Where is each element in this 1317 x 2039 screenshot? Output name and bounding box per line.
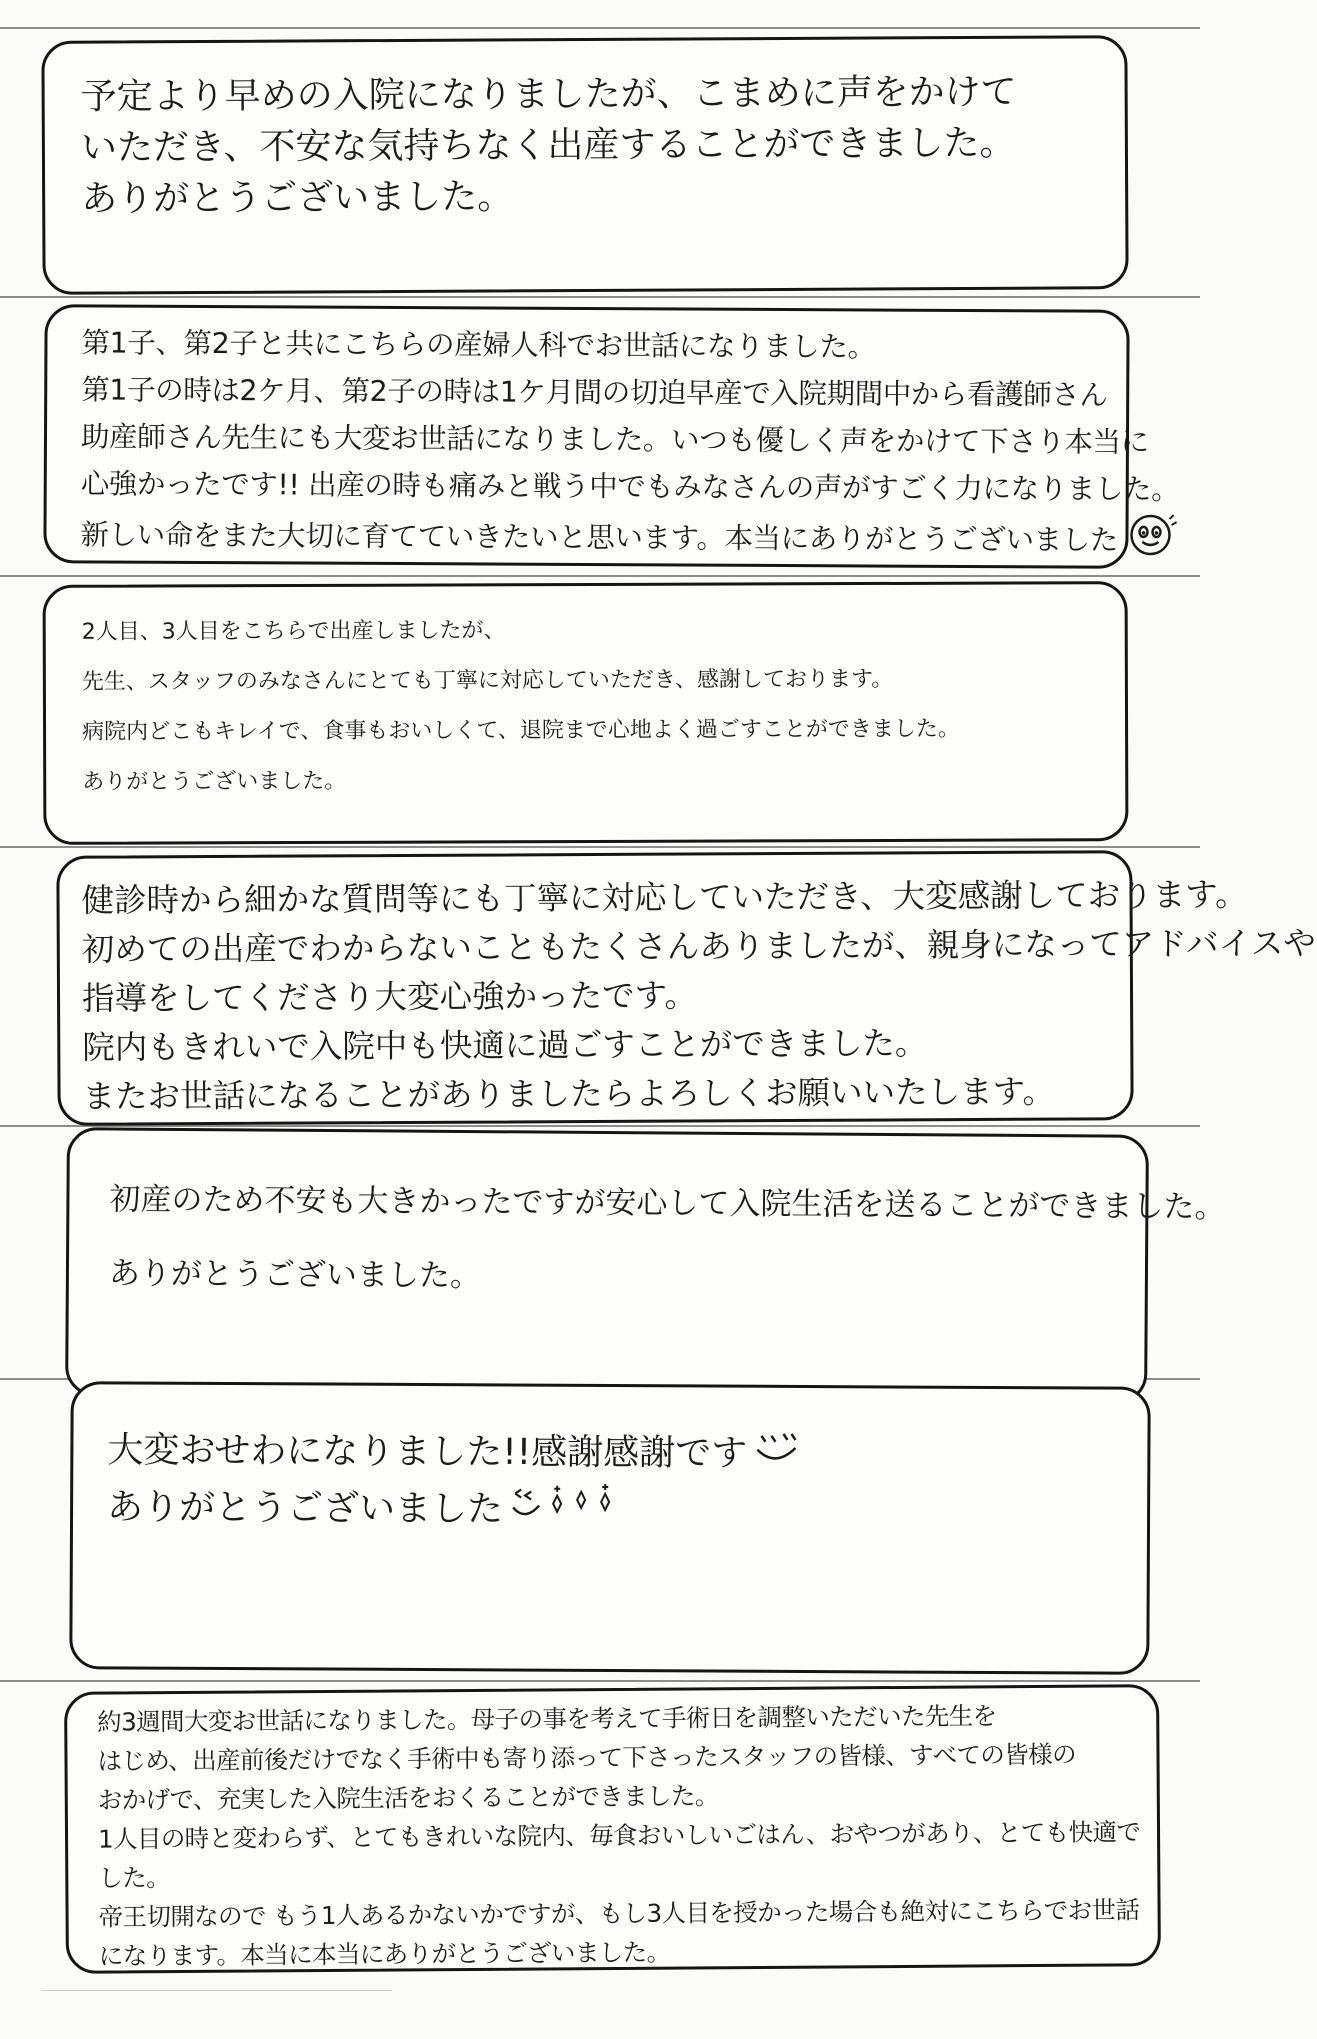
comment-line: またお世話になることがありましたらよろしくお願いいたします。 <box>82 1072 1056 1116</box>
comment-line: 心強かったです!! 出産の時も痛みと戦う中でもみなさんの声がすごく力になりました。 <box>80 467 1180 507</box>
comment-line: 病院内どこもキレイで、食事もおいしくて、退院まで心地よく過ごすことができました。 <box>82 716 960 745</box>
comment-line <box>107 1424 1127 1484</box>
ruled-line <box>0 1125 1200 1127</box>
comment-line: 初産のため不安も大きかったですが安心して入院生活を送ることができました。 <box>109 1181 1226 1226</box>
comment-card-6 <box>69 1381 1150 1675</box>
comment-line: した。 <box>98 1863 171 1893</box>
comment-line <box>80 507 1118 570</box>
comment-card-4 <box>56 850 1316 1126</box>
comment-card-1 <box>41 35 1128 295</box>
bottom-divider <box>42 1990 392 1991</box>
ruled-line <box>0 296 1200 298</box>
smile-icon <box>753 1428 799 1483</box>
comment-line: 健診時から細かな質問等にも丁寧に対応していただき、大変感謝しております。 <box>81 875 1248 920</box>
comment-line <box>107 1479 1127 1543</box>
comment-card-2 <box>43 304 1180 569</box>
comment-line: になります。本当に本当にありがとうございました。 <box>98 1937 671 1971</box>
ruled-line <box>0 846 1200 848</box>
ruled-line <box>0 1680 1200 1682</box>
ruled-line <box>0 575 1200 577</box>
comment-line: はじめ、出産前後だけでなく手術中も寄り添って下さったスタッフの皆様、すべての皆様の <box>97 1739 1077 1776</box>
comment-line: ありがとうございました。 <box>82 768 347 795</box>
comment-line: 予定より早めの入院になりましたが、こまめに声をかけて <box>80 71 1017 118</box>
comment-line: ありがとうございました。 <box>108 1255 482 1295</box>
comment-line: 第1子、第2子と共にこちらの産婦人科でお世話になりました。 <box>81 326 876 364</box>
comment-line: 院内もきれいで入院中も快適に過ごすことができました。 <box>82 1024 928 1067</box>
comment-line: おかげで、充実した入院生活をおくることができました。 <box>97 1781 719 1815</box>
comment-line: 2人目、3人目をこちらで出産しましたが、 <box>81 618 506 645</box>
comment-line: 助産師さん先生にも大変お世話になりました。いつも優しく声をかけて下さり本当に <box>80 420 1149 459</box>
comment-line: 約3週間大変お世話になりました。母子の事を考えて手術日を調整いただいた先生を <box>97 1701 997 1737</box>
smiley-face-icon <box>1124 513 1178 571</box>
comment-line: 初めての出産でわからないこともたくさんありましたが、親身になってアドバイスや <box>81 924 1316 969</box>
comment-line: 1人目の時と変わらず、とてもきれいな院内、毎食おいしいごはん、おやつがあり、とても快適で <box>97 1817 1141 1854</box>
comment-line: いただき、不安な気持ちなく出産することができました。 <box>80 122 1016 169</box>
comment-line: 第1子の時は2ケ月、第2子の時は1ケ月間の切迫早産で入院期間中から看護師さん <box>81 373 1108 412</box>
comment-line: 指導をしてくださり大変心強かったです。 <box>81 976 698 1018</box>
smile-sparkles-icon <box>509 1481 621 1541</box>
comment-card-3 <box>43 581 1129 845</box>
comment-line-text: 新しい命をまた大切に育てていきたいと思います。本当にありがとうございました <box>80 518 1118 557</box>
comment-card-7 <box>64 1684 1161 1974</box>
comment-line-text: ありがとうございました <box>106 1486 504 1530</box>
comment-line-text: 大変おせわになりました!!感謝感謝です <box>107 1429 748 1475</box>
comment-line: ありがとうございました。 <box>81 176 514 220</box>
comment-card-5 <box>65 1127 1226 1404</box>
ruled-line <box>0 27 1200 29</box>
comment-line: 先生、スタッフのみなさんにとても丁寧に対応していただき、感謝しております。 <box>81 666 894 695</box>
comment-line: 帝王切開なので もう1人あるかないかですが、もし3人目を授かった場合も絶対にこちらでお世話 <box>98 1895 1140 1932</box>
